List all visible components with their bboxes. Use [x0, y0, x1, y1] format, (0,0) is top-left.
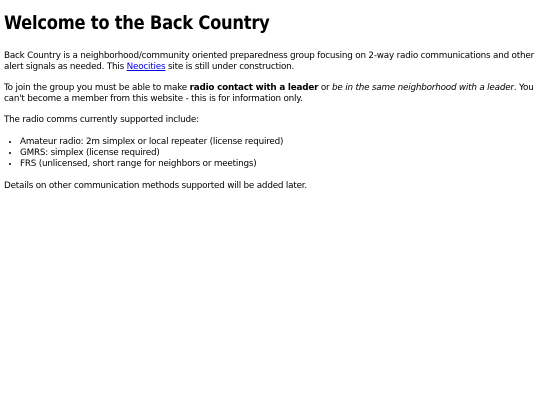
join-text-3: . You can't become a member from this website - this is for information only. [4, 83, 534, 104]
list-item: • FRS (unlicensed, short range for neighbors or meetings) [20, 159, 534, 170]
join-italic-text: be in the same neighborhood with a leader [332, 83, 514, 93]
comms-list [4, 137, 534, 170]
list-item: • GMRS: simplex (license required) [20, 148, 534, 159]
neocities-link[interactable]: Neocities [126, 62, 166, 72]
join-paragraph [4, 83, 534, 105]
join-text-1: To join the group you must be able to make [4, 83, 190, 93]
intro-paragraph [4, 51, 534, 73]
list-item: • Amateur radio: 2m simplex or local repeater (license required) [20, 137, 534, 148]
page-content [4, 10, 534, 192]
join-bold-text: radio contact with a leader [189, 83, 319, 93]
page-title: Welcome to the Back Country [4, 12, 270, 34]
join-text-2: or [318, 83, 333, 93]
comms-intro: The radio comms currently supported include: [4, 115, 199, 125]
intro-text: Back Country is a neighborhood/community oriented preparedness group focusing on 2-way radio communications and other alert signals as needed. This [4, 51, 534, 72]
footer-note: Details on other communication methods supported will be added later. [4, 181, 307, 191]
intro-text-rest: site is still under construction. [165, 62, 295, 72]
